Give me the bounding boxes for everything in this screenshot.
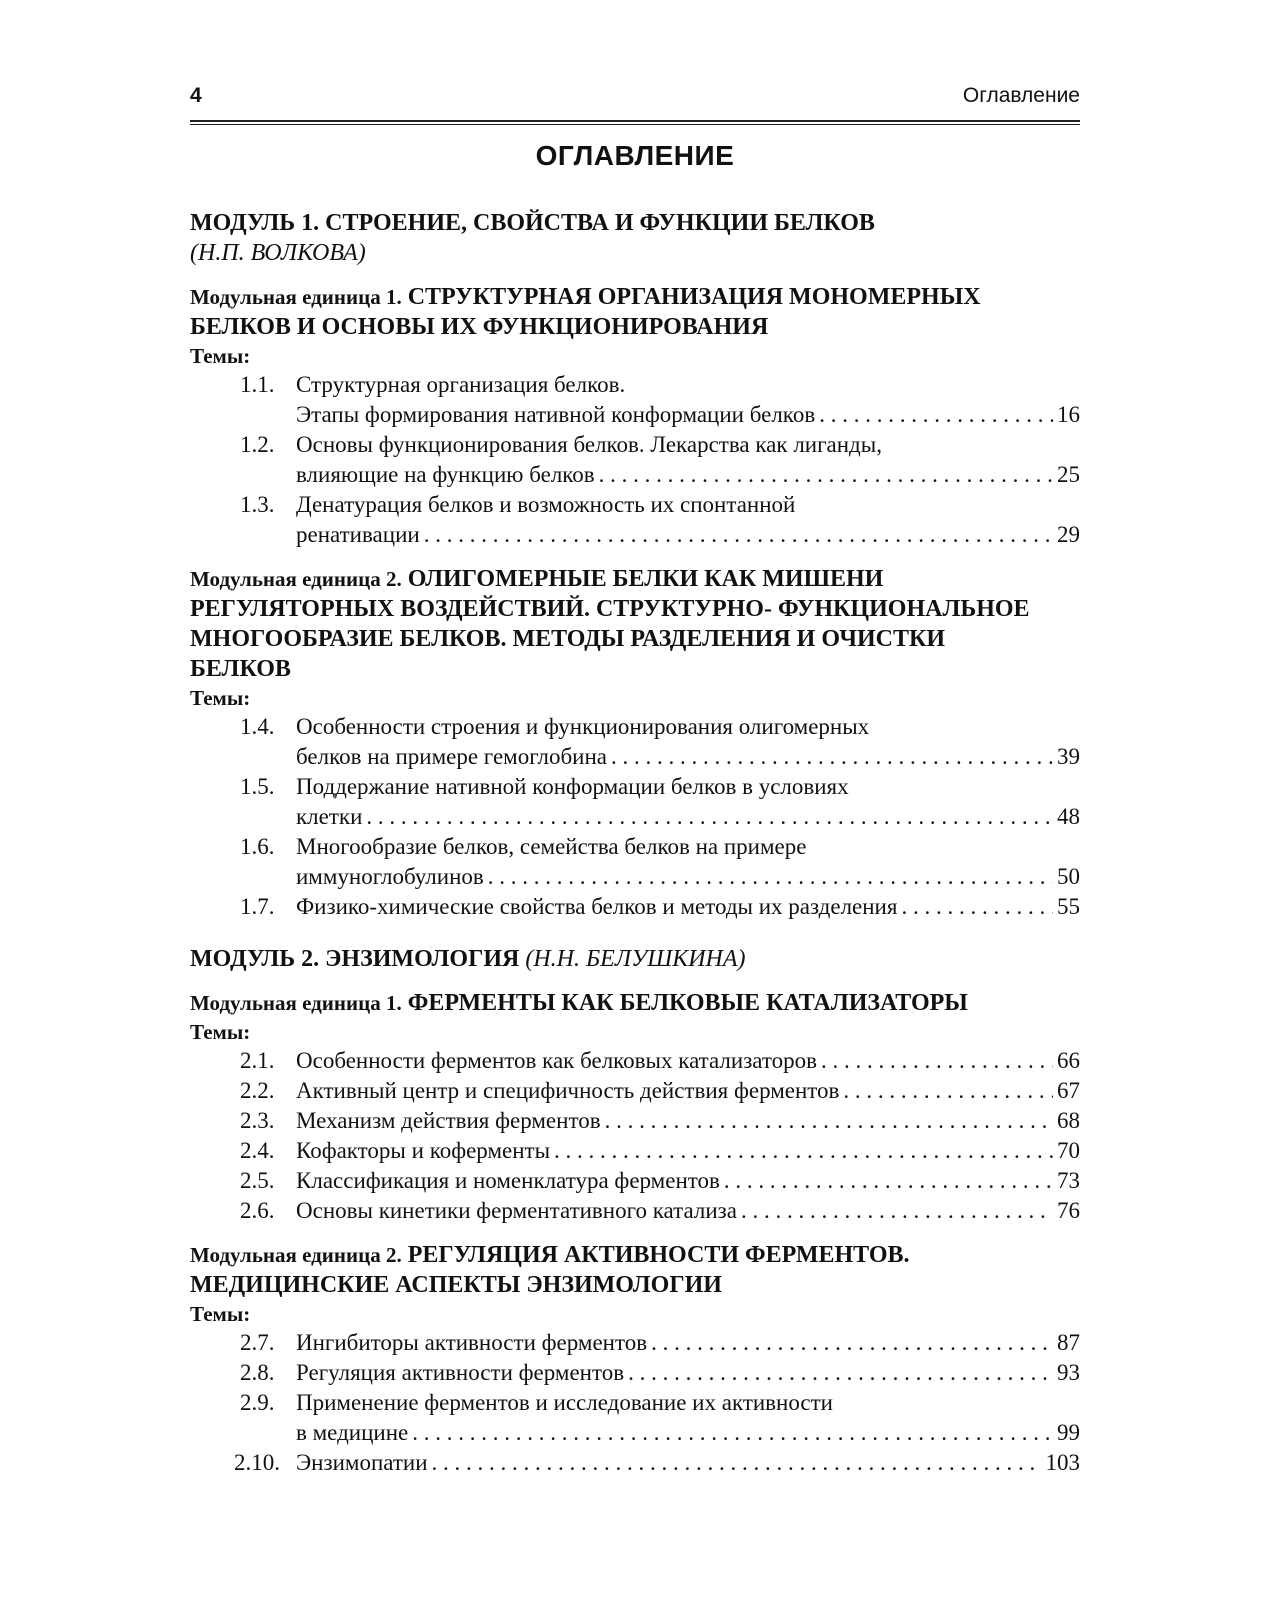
topic-number: 1.6. — [240, 834, 275, 859]
toc-entry[interactable] — [190, 1076, 1080, 1106]
topic-line: Классификация и номенклатура ферментов — [296, 1168, 720, 1193]
topic-number: 2.2. — [240, 1078, 275, 1103]
module-unit — [190, 988, 1080, 1226]
topic-line: Применение ферментов и исследование их активности — [296, 1390, 833, 1415]
module-title-text: МОДУЛЬ 2. ЭНЗИМОЛОГИЯ — [190, 946, 520, 972]
dot-leader — [412, 1418, 1053, 1448]
topic-number: 2.5. — [240, 1168, 275, 1193]
dot-leader — [488, 862, 1053, 892]
module-2 — [190, 944, 1080, 1478]
page-ref: 48 — [1057, 804, 1080, 829]
unit-title-line: ОЛИГОМЕРНЫЕ БЕЛКИ КАК МИШЕНИ — [407, 566, 884, 592]
unit-prefix: Модульная единица 2. — [190, 567, 402, 591]
topic-line: Основы функционирования белков. Лекарства как лиганды, — [296, 432, 882, 457]
page-ref: 29 — [1057, 522, 1080, 547]
toc-entry[interactable] — [190, 1196, 1080, 1226]
page-ref: 68 — [1057, 1108, 1080, 1133]
dot-leader — [432, 1448, 1042, 1478]
page-ref: 93 — [1057, 1360, 1080, 1385]
dot-leader — [724, 1166, 1053, 1196]
topic-list — [190, 1046, 1080, 1226]
topic-number: 2.7. — [240, 1330, 275, 1355]
topic-list — [190, 370, 1080, 550]
topic-line: Ингибиторы активности ферментов — [296, 1330, 648, 1355]
running-title: Оглавление — [962, 84, 1080, 107]
unit-prefix: Модульная единица 1. — [190, 991, 402, 1015]
topic-line: в медицине — [296, 1420, 409, 1445]
topic-number: 2.6. — [240, 1198, 275, 1223]
module-unit — [190, 564, 1080, 922]
page-ref: 87 — [1057, 1330, 1080, 1355]
module-1 — [190, 208, 1080, 922]
page-ref: 39 — [1057, 744, 1080, 769]
topic-number: 2.3. — [240, 1108, 275, 1133]
unit-title — [190, 988, 1080, 1018]
unit-prefix: Модульная единица 1. — [190, 285, 402, 309]
topic-line: Структурная организация белков. — [296, 372, 626, 397]
dot-leader — [628, 1358, 1053, 1388]
toc-title: ОГЛАВЛЕНИЕ — [535, 140, 735, 171]
page-ref: 50 — [1057, 864, 1080, 889]
module-title: МОДУЛЬ 1. СТРОЕНИЕ, СВОЙСТВА И ФУНКЦИИ БЕЛКОВ — [190, 210, 875, 236]
toc-entry[interactable] — [190, 370, 1080, 430]
dot-leader — [599, 460, 1053, 490]
page-ref: 70 — [1057, 1138, 1080, 1163]
unit-title-line: БЕЛКОВ — [190, 656, 291, 682]
unit-title-line: СТРУКТУРНАЯ ОРГАНИЗАЦИЯ МОНОМЕРНЫХ — [407, 284, 981, 310]
unit-title-line: ФЕРМЕНТЫ КАК БЕЛКОВЫЕ КАТАЛИЗАТОРЫ — [407, 990, 968, 1016]
topic-line: иммуноглобулинов — [296, 864, 484, 889]
unit-title — [190, 564, 1080, 684]
page-ref: 67 — [1057, 1078, 1080, 1103]
module-author: (Н.П. ВОЛКОВА) — [190, 240, 366, 266]
topic-line: Физико-химические свойства белков и методы их разделения — [296, 894, 898, 919]
header-rule — [190, 120, 1080, 122]
topic-line: Многообразие белков, семейства белков на примере — [296, 834, 807, 859]
topic-line: Поддержание нативной конформации белков в условиях — [296, 774, 849, 799]
topic-line: Энзимопатии — [296, 1450, 428, 1475]
topic-line: Активный центр и специфичность действия ферментов — [296, 1078, 840, 1103]
toc-entry[interactable] — [190, 892, 1080, 922]
module-title — [190, 944, 1080, 974]
dot-leader — [651, 1328, 1053, 1358]
topic-number: 1.3. — [240, 492, 275, 517]
toc-entry[interactable] — [190, 1328, 1080, 1358]
topic-list — [190, 712, 1080, 922]
topic-line: Этапы формирования нативной конформации белков — [296, 402, 816, 427]
page-ref: 99 — [1057, 1420, 1080, 1445]
topic-line: клетки — [296, 804, 363, 829]
dot-leader — [605, 1106, 1053, 1136]
dot-leader — [901, 892, 1053, 922]
toc-entry[interactable] — [190, 1448, 1080, 1478]
themes-label: Темы: — [190, 344, 251, 368]
module-unit — [190, 1240, 1080, 1478]
toc-entry[interactable] — [190, 832, 1080, 892]
dot-leader — [554, 1136, 1053, 1166]
unit-title-line: МЕДИЦИНСКИЕ АСПЕКТЫ ЭНЗИМОЛОГИИ — [190, 1272, 722, 1298]
dot-leader — [821, 1046, 1053, 1076]
toc-entry[interactable] — [190, 1388, 1080, 1448]
page-number: 4 — [190, 84, 202, 107]
themes-label: Темы: — [190, 686, 251, 710]
unit-title — [190, 282, 1080, 342]
themes-label: Темы: — [190, 1020, 251, 1044]
toc-entry[interactable] — [190, 772, 1080, 832]
topic-number: 2.4. — [240, 1138, 275, 1163]
running-header — [190, 84, 1080, 114]
topic-number: 1.7. — [240, 894, 275, 919]
topic-number: 2.10. — [234, 1450, 280, 1475]
unit-title-line: РЕГУЛЯТОРНЫХ ВОЗДЕЙСТВИЙ. СТРУКТУРНО- ФУНКЦИОНАЛЬНОЕ — [190, 596, 1030, 622]
topic-line: Кофакторы и коферменты — [296, 1138, 551, 1163]
unit-title-line: БЕЛКОВ И ОСНОВЫ ИХ ФУНКЦИОНИРОВАНИЯ — [190, 314, 769, 340]
dot-leader — [843, 1076, 1053, 1106]
module-unit — [190, 282, 1080, 550]
topic-number: 2.1. — [240, 1048, 275, 1073]
page-ref: 73 — [1057, 1168, 1080, 1193]
unit-title-line: РЕГУЛЯЦИЯ АКТИВНОСТИ ФЕРМЕНТОВ. — [407, 1242, 910, 1268]
page-ref: 25 — [1057, 462, 1080, 487]
module-author: (Н.Н. БЕЛУШКИНА) — [525, 946, 746, 972]
topic-line: Денатурация белков и возможность их спонтанной — [296, 492, 796, 517]
topic-list — [190, 1328, 1080, 1478]
toc-entry[interactable] — [190, 1046, 1080, 1076]
toc-entry[interactable] — [190, 430, 1080, 490]
toc-entry[interactable] — [190, 1166, 1080, 1196]
dot-leader — [424, 520, 1053, 550]
toc-entry[interactable] — [190, 1106, 1080, 1136]
topic-number: 2.8. — [240, 1360, 275, 1385]
page-ref: 16 — [1057, 402, 1080, 427]
topic-line: Особенности ферментов как белковых катализаторов — [296, 1048, 818, 1073]
dot-leader — [819, 400, 1053, 430]
toc-entry[interactable] — [190, 1136, 1080, 1166]
topic-number: 2.9. — [240, 1390, 275, 1415]
toc-entry[interactable] — [190, 1358, 1080, 1388]
themes-label: Темы: — [190, 1302, 251, 1326]
topic-line: белков на примере гемоглобина — [296, 744, 607, 769]
topic-line: ренативации — [296, 522, 420, 547]
unit-title-line: МНОГООБРАЗИЕ БЕЛКОВ. МЕТОДЫ РАЗДЕЛЕНИЯ И ОЧИСТКИ — [190, 626, 946, 652]
toc-entry[interactable] — [190, 490, 1080, 550]
header-rule-thin — [190, 124, 1080, 125]
topic-line: Механизм действия ферментов — [296, 1108, 601, 1133]
toc-content — [190, 208, 1080, 1478]
topic-line: влияющие на функцию белков — [296, 462, 595, 487]
topic-number: 1.2. — [240, 432, 275, 457]
topic-line: Основы кинетики ферментативного катализа — [296, 1198, 737, 1223]
topic-number: 1.5. — [240, 774, 275, 799]
topic-line: Особенности строения и функционирования олигомерных — [296, 714, 870, 739]
unit-title — [190, 1240, 1080, 1300]
page-ref: 103 — [1045, 1450, 1080, 1475]
dot-leader — [366, 802, 1053, 832]
dot-leader — [741, 1196, 1053, 1226]
topic-number: 1.1. — [240, 372, 275, 397]
unit-prefix: Модульная единица 2. — [190, 1243, 402, 1267]
topic-number: 1.4. — [240, 714, 275, 739]
page-ref: 76 — [1057, 1198, 1080, 1223]
topic-line: Регуляция активности ферментов — [296, 1360, 625, 1385]
toc-entry[interactable] — [190, 712, 1080, 772]
page-ref: 55 — [1057, 894, 1080, 919]
dot-leader — [611, 742, 1053, 772]
page-ref: 66 — [1057, 1048, 1080, 1073]
